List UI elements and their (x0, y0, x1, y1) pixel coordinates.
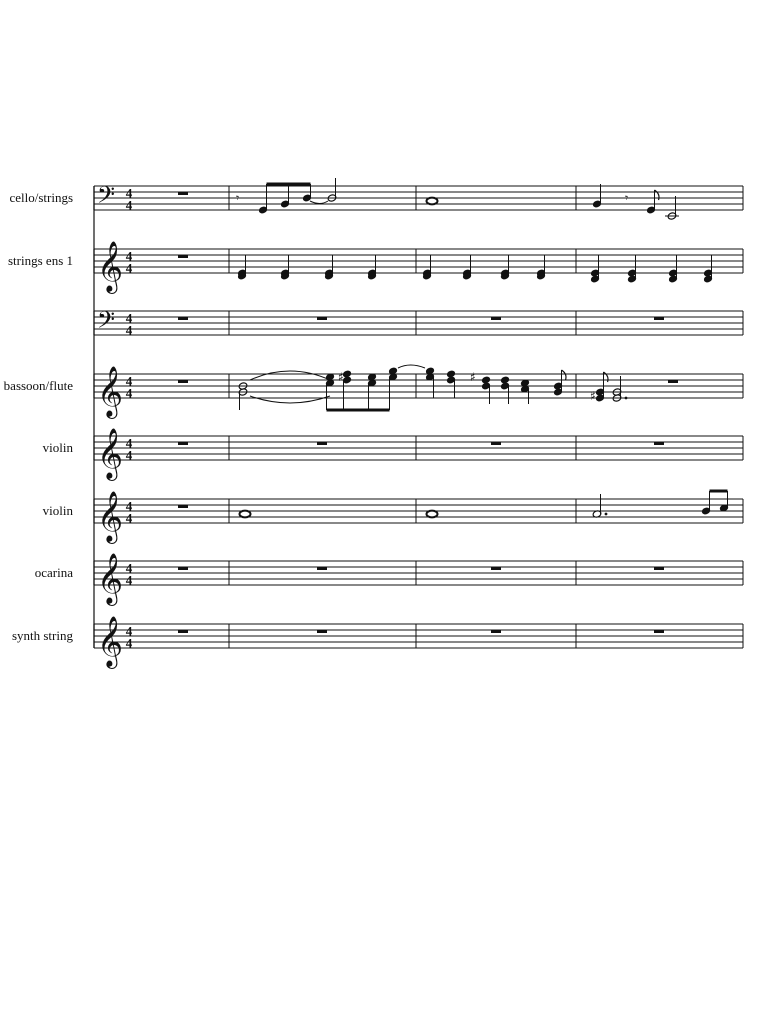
time-signature-numerator: 4 (125, 435, 133, 451)
dot (625, 397, 628, 400)
bass-clef-icon: 𝄢 (97, 306, 116, 339)
bass-clef-icon: 𝄢 (97, 181, 116, 214)
staff-4 (4, 365, 743, 419)
time-signature-denominator: 4 (125, 447, 133, 463)
flag (655, 190, 660, 200)
staff-3 (94, 306, 743, 339)
tie (310, 201, 328, 204)
staff-7 (35, 553, 743, 606)
staff-2 (8, 241, 743, 294)
treble-clef-icon: 𝄞 (97, 366, 124, 417)
treble-clef-icon: 𝄞 (97, 491, 124, 542)
sharp-accidental: ♯ (470, 370, 476, 384)
time-signature-denominator: 4 (125, 635, 133, 651)
time-signature-numerator: 4 (125, 623, 133, 639)
tie (398, 365, 425, 368)
time-signature-numerator: 4 (125, 560, 133, 576)
treble-clef-icon: 𝄞 (97, 616, 124, 667)
time-signature-numerator: 4 (125, 373, 133, 389)
staff-8 (12, 616, 743, 669)
time-signature-numerator: 4 (125, 248, 133, 264)
time-signature-denominator: 4 (125, 260, 133, 276)
flag (562, 370, 567, 380)
flag (604, 372, 609, 382)
slur (250, 371, 330, 380)
slur (250, 396, 330, 403)
staff-5 (43, 428, 743, 481)
time-signature-denominator: 4 (125, 385, 133, 401)
instrument-label: ocarina (34, 565, 73, 580)
time-signature-denominator: 4 (125, 572, 133, 588)
staff-1 (9, 178, 743, 220)
instrument-label: bassoon/flute (3, 378, 73, 393)
whole-note (427, 198, 438, 205)
time-signature-denominator: 4 (125, 197, 133, 213)
eighth-rest: 𝄾 (625, 191, 629, 205)
whole-note (427, 511, 438, 518)
instrument-label: violin (42, 440, 73, 455)
sharp-accidental: ♯ (338, 370, 344, 384)
time-signature-numerator: 4 (125, 310, 133, 326)
time-signature-denominator: 4 (125, 322, 133, 338)
time-signature-denominator: 4 (125, 510, 133, 526)
instrument-label: strings ens 1 (8, 253, 73, 268)
treble-clef-icon: 𝄞 (97, 241, 124, 292)
sharp-accidental: ♯ (590, 389, 596, 403)
instrument-label: synth string (11, 628, 73, 643)
treble-clef-icon: 𝄞 (97, 553, 124, 604)
time-signature-numerator: 4 (125, 185, 133, 201)
staff-6 (43, 491, 743, 544)
instrument-label: violin (42, 503, 73, 518)
score-system (4, 178, 743, 669)
eighth-rest: 𝄾 (236, 191, 240, 205)
dot (605, 513, 608, 516)
treble-clef-icon: 𝄞 (97, 428, 124, 479)
instrument-label: cello/strings (9, 190, 73, 205)
whole-note (240, 511, 251, 518)
time-signature-numerator: 4 (125, 498, 133, 514)
